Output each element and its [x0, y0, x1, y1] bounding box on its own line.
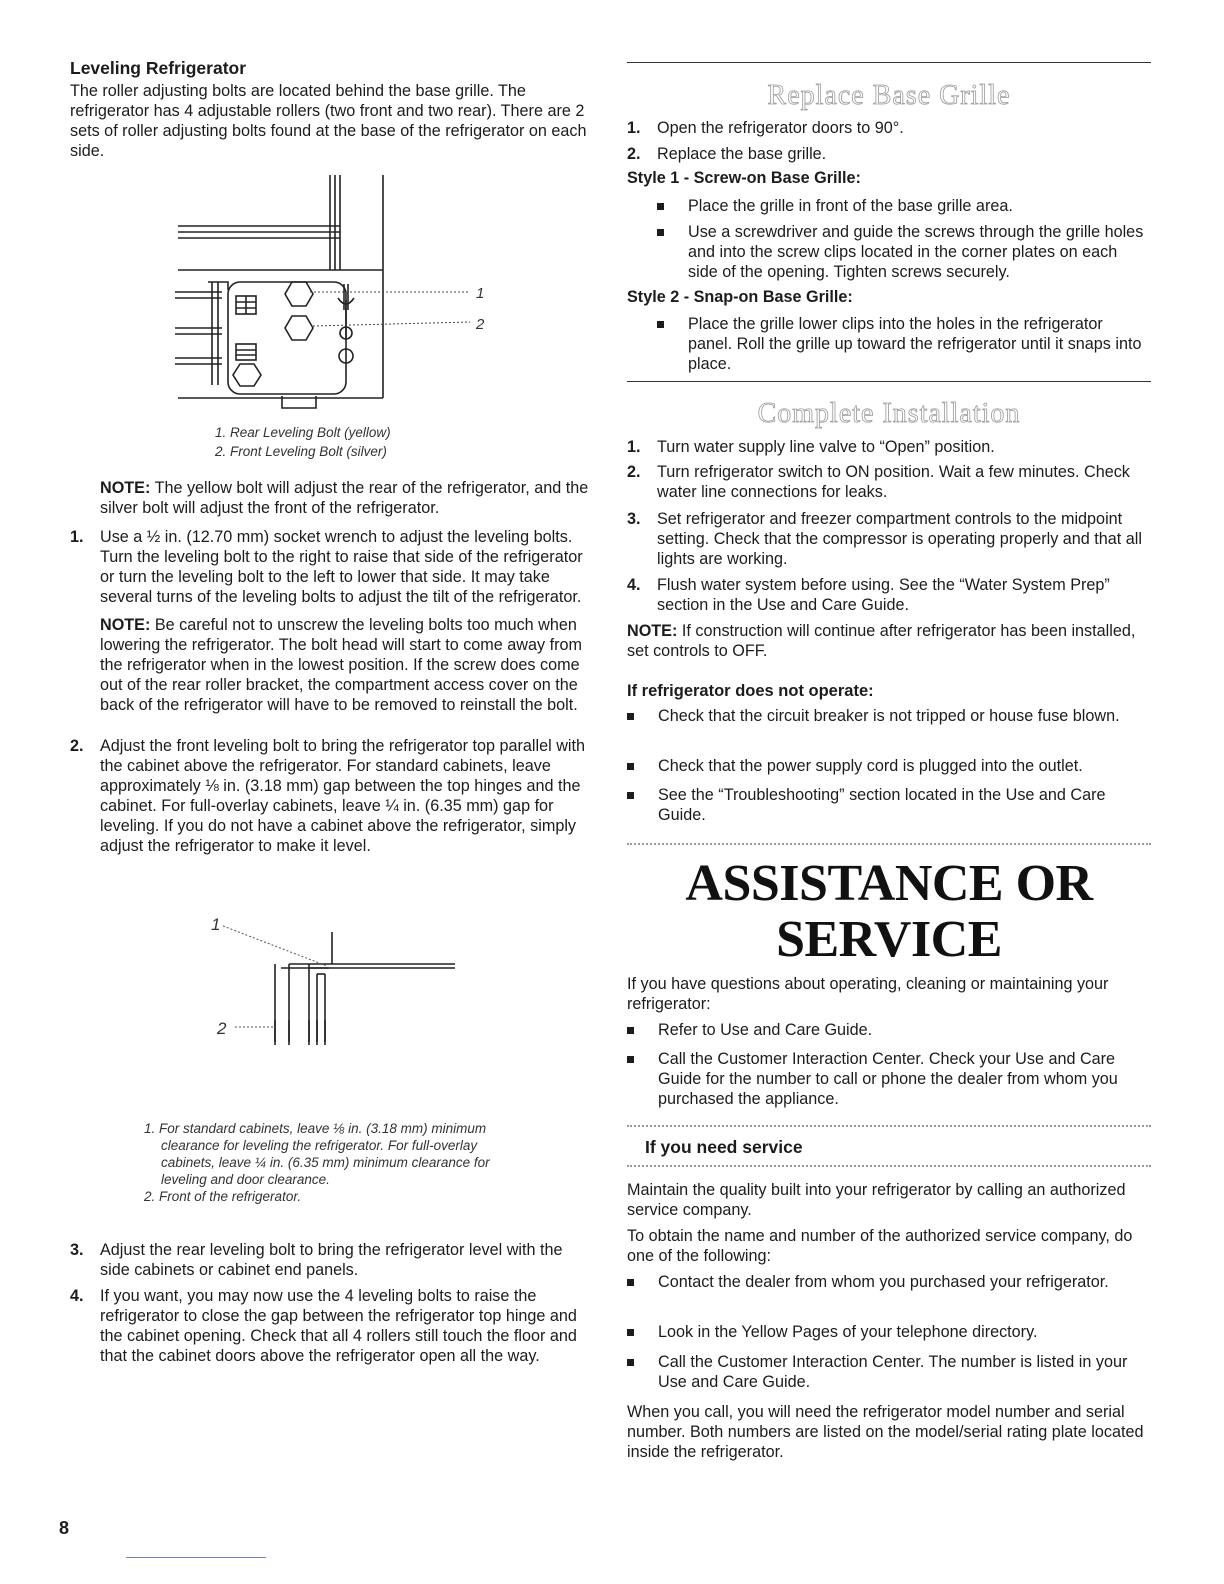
- page-number: 8: [59, 1518, 70, 1538]
- fig1-label-2: 2: [476, 316, 485, 333]
- top-rule: [627, 62, 1151, 63]
- assistance-bullet-2: [627, 1049, 1151, 1109]
- leveling-heading: Leveling Refrigerator: [70, 58, 247, 78]
- style2-bullet-1: [657, 314, 1151, 374]
- note-2: [100, 615, 592, 715]
- service-dotted-rule-bottom: [627, 1165, 1151, 1167]
- fig1-caption-1: 1. Rear Leveling Bolt (yellow): [215, 425, 391, 440]
- service-bullet-1-text: Contact the dealer from whom you purchased your refrigerator.: [658, 1273, 1109, 1291]
- bullet-square-icon: [627, 1279, 634, 1286]
- complete-heading: Complete Installation: [757, 398, 1021, 429]
- bullet-square-icon: [627, 1359, 634, 1366]
- leveling-step-1-num: 1.: [70, 528, 84, 546]
- leveling-step-3: [70, 1240, 592, 1280]
- grille-step-2-text: Replace the base grille.: [657, 145, 827, 163]
- leveling-step-2-num: 2.: [70, 737, 84, 755]
- bullet-square-icon: [627, 713, 634, 720]
- service-bullet-3: [627, 1352, 1151, 1392]
- style2-heading: Style 2 - Snap-on Base Grille:: [627, 288, 853, 306]
- complete-step-1: [627, 437, 1151, 457]
- assistance-bullet-2-text: Call the Customer Interaction Center. Check your Use and Care Guide for the number to call or phone the dealer from whom you purchased the appliance.: [658, 1050, 1118, 1108]
- fig1-label-1: 1: [476, 285, 485, 302]
- style1-bullet-1-text: Place the grille in front of the base grille area.: [688, 197, 1013, 215]
- leveling-step-4-text: If you want, you may now use the 4 leveling bolts to raise the refrigerator to close the gap between the refrigerator top hinge and the cabinet opening. Check that all 4 rollers still touch the floor and that the cabinet doors above the refrigerator open all the way.: [100, 1287, 577, 1365]
- complete-step-2-text: Turn refrigerator switch to ON position. Wait a few minutes. Check water line connections for leaks.: [657, 463, 1130, 501]
- grille-step-2: [627, 144, 1151, 164]
- bullet-square-icon: [627, 1329, 634, 1336]
- note-1-text: The yellow bolt will adjust the rear of the refrigerator, and the silver bolt will adjust the front of the refrigerator.: [100, 479, 589, 517]
- bullet-square-icon: [627, 792, 634, 799]
- not-operate-heading: If refrigerator does not operate:: [627, 682, 874, 700]
- grille-step-1-text: Open the refrigerator doors to 90°.: [657, 119, 904, 137]
- bullet-square-icon: [657, 203, 664, 210]
- fig1-caption-2: 2. Front Leveling Bolt (silver): [215, 444, 387, 459]
- assistance-title-line-2: SERVICE: [776, 911, 1002, 968]
- service-p3: When you call, you will need the refrigerator model number and serial number. Both numbers are listed on the model/serial rating plate located inside the refrigerator.: [627, 1403, 1144, 1461]
- assistance-title-line-1: ASSISTANCE OR: [685, 855, 1093, 912]
- style1-bullet-2-text: Use a screwdriver and guide the screws through the grille holes and into the screw clips located in the corner plates on each side of the opening. Tighten screws securely.: [688, 223, 1144, 281]
- bullet-square-icon: [627, 763, 634, 770]
- fig1-captions: [215, 424, 475, 460]
- grille-step-1: [627, 118, 1151, 138]
- fig2-captions: [144, 1120, 534, 1205]
- service-heading: If you need service: [645, 1137, 803, 1157]
- complete-step-1-text: Turn water supply line valve to “Open” position.: [657, 438, 995, 456]
- bullet-square-icon: [657, 321, 664, 328]
- fig2-caption-1: 1. For standard cabinets, leave ⅛ in. (3.18 mm) minimum clearance for leveling the refrigerator. For full-overlay cabinets, leave ¼ in. (6.35 mm) minimum clearance for leveling and door clearance.: [144, 1121, 490, 1187]
- cabinet-clearance-diagram-lower: [205, 1020, 465, 1050]
- complete-step-2-num: 2.: [627, 463, 641, 481]
- style1-heading: Style 1 - Screw-on Base Grille:: [627, 169, 861, 187]
- assistance-intro: If you have questions about operating, cleaning or maintaining your refrigerator:: [627, 975, 1109, 1013]
- leveling-step-3-num: 3.: [70, 1241, 84, 1259]
- assistance-dotted-rule: [627, 843, 1151, 845]
- bullet-square-icon: [627, 1056, 634, 1063]
- complete-step-3-text: Set refrigerator and freezer compartment controls to the midpoint setting. Check that the compressor is operating properly and that all lights are working.: [657, 510, 1142, 568]
- not-operate-bullet-1-text: Check that the circuit breaker is not tripped or house fuse blown.: [658, 707, 1120, 725]
- fig2-label-2: 2: [217, 1019, 227, 1038]
- complete-step-4-text: Flush water system before using. See the “Water System Prep” section in the Use and Care Guide.: [657, 576, 1110, 614]
- style1-bullet-2: [657, 222, 1151, 282]
- leveling-step-4-num: 4.: [70, 1287, 84, 1305]
- grille-step-2-num: 2.: [627, 145, 641, 163]
- cabinet-clearance-diagram: [205, 910, 465, 1038]
- service-bullet-2: [627, 1322, 1151, 1342]
- complete-step-3-num: 3.: [627, 510, 641, 528]
- complete-note: [627, 621, 1151, 661]
- not-operate-bullet-3: [627, 785, 1151, 825]
- assistance-bullet-1-text: Refer to Use and Care Guide.: [658, 1021, 873, 1039]
- service-p1: Maintain the quality built into your refrigerator by calling an authorized service company.: [627, 1181, 1126, 1219]
- style1-bullet-1: [657, 196, 1151, 216]
- style2-bullet-1-text: Place the grille lower clips into the holes in the refrigerator panel. Roll the grille up toward the refrigerator until it snaps into place.: [688, 315, 1142, 373]
- complete-step-4-num: 4.: [627, 576, 641, 594]
- replace-grille-heading: Replace Base Grille: [767, 80, 1011, 111]
- not-operate-bullet-3-text: See the “Troubleshooting” section located in the Use and Care Guide.: [658, 786, 1106, 824]
- fig2-label-1: 1: [211, 915, 221, 934]
- service-p2: To obtain the name and number of the authorized service company, do one of the following:: [627, 1227, 1133, 1265]
- leveling-step-2: [70, 736, 592, 856]
- leveling-step-4: [70, 1286, 592, 1366]
- leveling-intro: The roller adjusting bolts are located behind the base grille. The refrigerator has 4 adjustable rollers (two front and two rear). There are 2 sets of roller adjusting bolts found at the base of the refrigerator on each side.: [70, 82, 587, 160]
- service-bullet-2-text: Look in the Yellow Pages of your telephone directory.: [658, 1323, 1038, 1341]
- complete-step-3: [627, 509, 1151, 569]
- grille-step-1-num: 1.: [627, 119, 641, 137]
- complete-step-4: [627, 575, 1151, 615]
- assistance-bullet-1: [627, 1020, 1151, 1040]
- note-1: [100, 478, 592, 518]
- note-2-text: Be careful not to unscrew the leveling bolts too much when lowering the refrigerator. The bolt head will start to come away from the refrigerator when in the lowest position. If the screw does come out of the rear roller bracket, the compartment access cover on the back of the refrigerator will have to be removed to reinstall the bolt.: [100, 616, 582, 714]
- bullet-square-icon: [627, 1027, 634, 1034]
- not-operate-bullet-2-text: Check that the power supply cord is plugged into the outlet.: [658, 757, 1083, 775]
- leveling-step-1-text: Use a ½ in. (12.70 mm) socket wrench to adjust the leveling bolts. Turn the leveling bolt to the right to raise that side of the refrigerator or turn the leveling bolt to the left to lower that side. It may take several turns of the leveling bolts to adjust the tilt of the refrigerator.: [100, 528, 583, 606]
- not-operate-bullet-2: [627, 756, 1151, 776]
- complete-note-text: If construction will continue after refrigerator has been installed, set controls to OFF.: [627, 622, 1136, 660]
- mid-rule: [627, 381, 1151, 382]
- complete-step-2: [627, 462, 1151, 502]
- leveling-bolts-diagram: [170, 170, 500, 415]
- service-bullet-1: [627, 1272, 1151, 1292]
- service-bullet-3-text: Call the Customer Interaction Center. The number is listed in your Use and Care Guide.: [658, 1353, 1128, 1391]
- complete-step-1-num: 1.: [627, 438, 641, 456]
- service-dotted-rule-top: [627, 1125, 1151, 1127]
- leveling-step-1: [70, 527, 592, 715]
- footer-link-line: [126, 1557, 266, 1558]
- assistance-title: [627, 856, 1151, 968]
- note-2-label: NOTE:: [100, 616, 151, 634]
- not-operate-bullet-1: [627, 706, 1151, 726]
- note-1-label: NOTE:: [100, 479, 151, 497]
- bullet-square-icon: [657, 229, 664, 236]
- complete-note-label: NOTE:: [627, 622, 678, 640]
- fig2-caption-2: 2. Front of the refrigerator.: [144, 1189, 302, 1204]
- leveling-step-2-text: Adjust the front leveling bolt to bring the refrigerator top parallel with the cabinet above the refrigerator. For standard cabinets, leave approximately ⅛ in. (3.18 mm) gap between the top hinges and the cabinet. For full-overlay cabinets, leave ¼ in. (6.35 mm) gap for leveling. If you do not have a cabinet above the refrigerator, simply adjust the refrigerator to make it level.: [100, 737, 585, 855]
- leveling-step-3-text: Adjust the rear leveling bolt to bring the refrigerator level with the side cabinets or cabinet end panels.: [100, 1241, 563, 1279]
